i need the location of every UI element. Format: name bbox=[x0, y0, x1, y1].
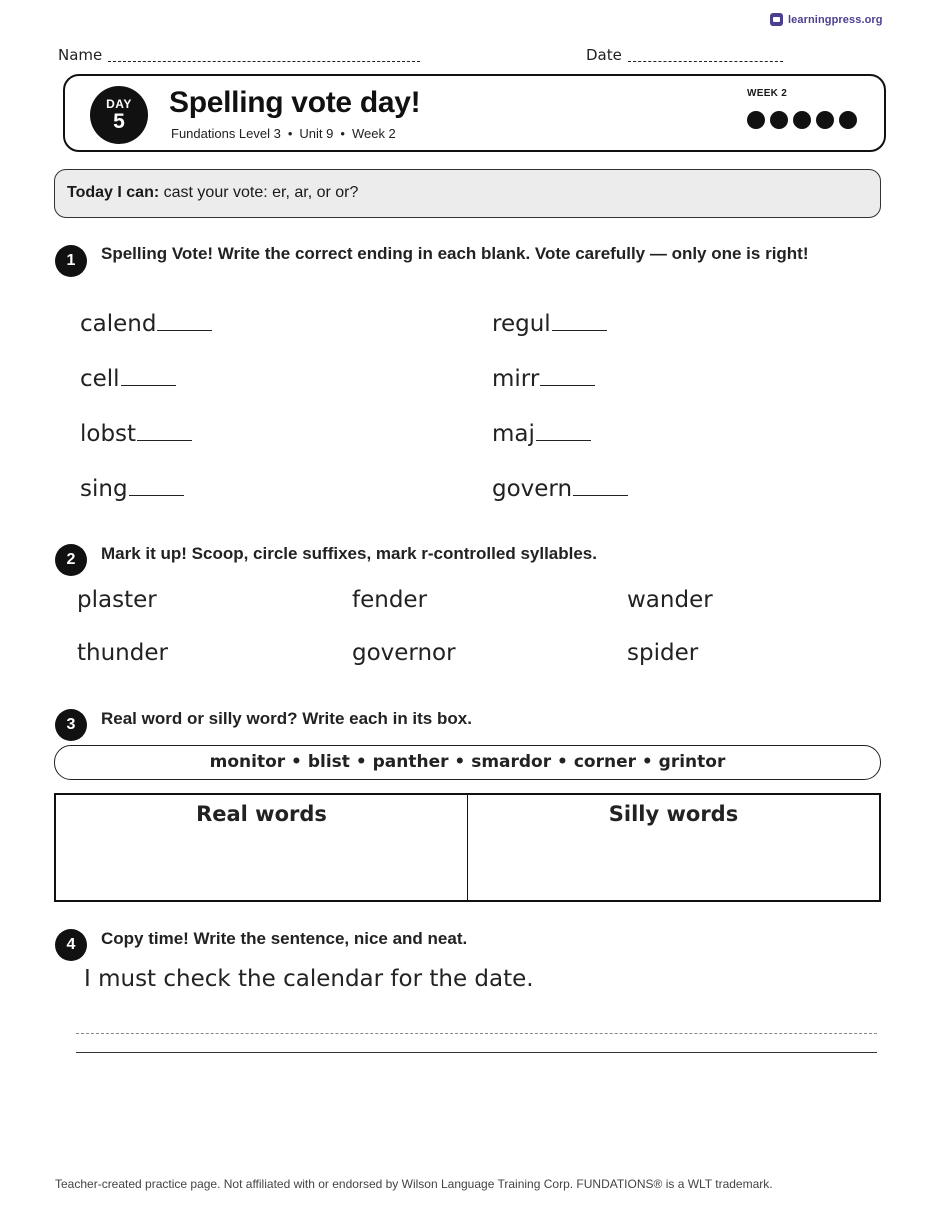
word-stem: mirr bbox=[492, 366, 540, 392]
subtitle-level: Fundations Level 3 bbox=[171, 126, 281, 141]
markup-word[interactable]: thunder bbox=[77, 640, 168, 666]
date-blank[interactable] bbox=[628, 47, 783, 62]
model-sentence: I must check the calendar for the date. bbox=[84, 966, 534, 992]
name-blank[interactable] bbox=[108, 47, 420, 62]
word-stem: lobst bbox=[80, 421, 137, 447]
markup-word[interactable]: spider bbox=[627, 640, 699, 666]
word-stem: calend bbox=[80, 311, 157, 337]
date-field[interactable] bbox=[586, 46, 783, 64]
word-stem: regul bbox=[492, 311, 551, 337]
spelling-item[interactable] bbox=[492, 311, 607, 337]
answer-blank[interactable] bbox=[540, 367, 595, 386]
word-stem: cell bbox=[80, 366, 120, 392]
progress-dot bbox=[839, 111, 857, 129]
answer-blank[interactable] bbox=[536, 422, 591, 441]
column-header: Silly words bbox=[608, 802, 739, 826]
answer-blank[interactable] bbox=[552, 312, 607, 331]
learning-goal bbox=[54, 169, 881, 218]
name-label: Name bbox=[58, 46, 103, 64]
brand-name: learningpress.org bbox=[788, 13, 883, 26]
word-stem: maj bbox=[492, 421, 535, 447]
section-instruction: Copy time! Write the sentence, nice and neat. bbox=[101, 929, 468, 948]
day-label: DAY bbox=[106, 97, 132, 111]
spelling-item[interactable] bbox=[80, 476, 184, 502]
section-number: 3 bbox=[55, 709, 87, 741]
real-words-box[interactable] bbox=[56, 795, 467, 900]
answer-blank[interactable] bbox=[129, 477, 184, 496]
spelling-item[interactable] bbox=[492, 366, 595, 392]
answer-blank[interactable] bbox=[157, 312, 212, 331]
answer-blank[interactable] bbox=[137, 422, 192, 441]
page-title: Spelling vote day! bbox=[169, 86, 421, 119]
spelling-item[interactable] bbox=[80, 366, 176, 392]
spelling-item[interactable] bbox=[492, 421, 591, 447]
markup-word[interactable]: fender bbox=[352, 587, 428, 613]
subtitle-week: Week 2 bbox=[351, 126, 396, 141]
goal-text: cast your vote: er, ar, or or? bbox=[163, 184, 359, 201]
handwriting-baseline[interactable] bbox=[76, 1052, 877, 1053]
word-stem: govern bbox=[492, 476, 573, 502]
silly-words-box[interactable] bbox=[467, 795, 879, 900]
section-instruction: Mark it up! Scoop, circle suffixes, mark r-controlled syllables. bbox=[101, 544, 597, 563]
spelling-item[interactable] bbox=[80, 311, 212, 337]
spelling-item[interactable] bbox=[80, 421, 192, 447]
answer-blank[interactable] bbox=[573, 477, 628, 496]
subtitle-unit: Unit 9 bbox=[299, 126, 334, 141]
date-label: Date bbox=[586, 46, 622, 64]
progress-dot bbox=[816, 111, 834, 129]
section-number: 2 bbox=[55, 544, 87, 576]
name-field[interactable] bbox=[58, 46, 420, 64]
markup-word[interactable]: plaster bbox=[77, 587, 157, 613]
week-progress-dots bbox=[747, 111, 857, 129]
brand-logo bbox=[770, 13, 883, 26]
section-instruction: Real word or silly word? Write each in its box. bbox=[101, 709, 472, 728]
column-header: Real words bbox=[196, 802, 327, 826]
markup-word[interactable]: governor bbox=[352, 640, 456, 666]
word-bank: monitor • blist • panther • smardor • corner • grintor bbox=[54, 745, 881, 780]
progress-dot bbox=[747, 111, 765, 129]
goal-prefix: Today I can: bbox=[67, 184, 160, 201]
learningpress-logo-icon bbox=[770, 13, 783, 26]
day-badge bbox=[90, 86, 148, 144]
subtitle-separator: • bbox=[340, 126, 345, 141]
section-instruction: Spelling Vote! Write the correct ending in each blank. Vote carefully — only one is right! bbox=[101, 244, 809, 263]
section-number: 4 bbox=[55, 929, 87, 961]
answer-blank[interactable] bbox=[121, 367, 176, 386]
page-subtitle bbox=[171, 126, 396, 141]
day-number: 5 bbox=[113, 110, 125, 133]
section-number: 1 bbox=[55, 245, 87, 277]
progress-dot bbox=[793, 111, 811, 129]
footer-disclaimer: Teacher-created practice page. Not affiliated with or endorsed by Wilson Language Training Corp. FUNDATIONS® is a WLT trademark. bbox=[55, 1177, 773, 1191]
progress-dot bbox=[770, 111, 788, 129]
week-label: WEEK 2 bbox=[747, 88, 788, 99]
word-stem: sing bbox=[80, 476, 128, 502]
handwriting-midline bbox=[76, 1033, 877, 1034]
spelling-item[interactable] bbox=[492, 476, 628, 502]
markup-word[interactable]: wander bbox=[627, 587, 713, 613]
subtitle-separator: • bbox=[287, 126, 293, 141]
word-sort-table bbox=[54, 793, 881, 902]
